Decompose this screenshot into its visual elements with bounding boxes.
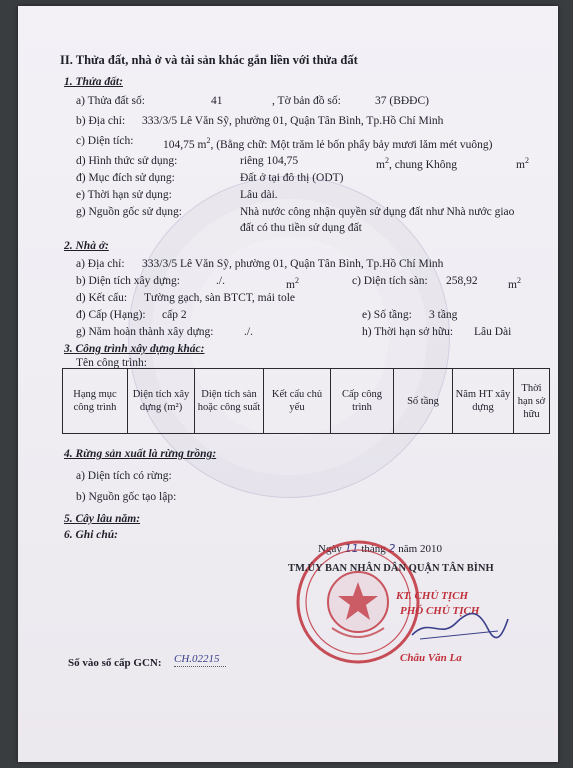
grade-label: đ) Cấp (Hạng): [76,309,146,321]
col-header-floor-area: Diện tích sàn hoặc công suất [195,369,264,434]
origin-value-line2: đất có thu tiền sử dụng đất [240,222,362,234]
land-heading: 1. Thửa đất: [64,76,123,88]
land-area-label: c) Diện tích: [76,135,134,147]
usage-form-label: d) Hình thức sử dụng: [76,155,178,167]
table-header-row [63,369,550,434]
ownership-term-value: Lâu Dài [474,326,512,338]
usage-shared-unit: $m^2$ [516,156,529,171]
section-title: II. Thửa đất, nhà ở và tài sản khác gắn liền với thửa đất [60,53,358,67]
forest-heading: 4. Rừng sản xuất là rừng trồng: [64,448,217,460]
committee-title: TM.ỦY BAN NHÂN DÂN QUẬN TÂN BÌNH [288,563,494,574]
construction-name-label: Tên công trình: [76,357,147,369]
col-header-term: Thời hạn sở hữu [514,369,550,434]
col-header-structure: Kết cấu chủ yếu [264,369,331,434]
role-vice-chair-label: PHÓ CHỦ TỊCH [400,605,480,617]
role-deputy-label: KT. CHỦ TỊCH [396,590,469,602]
house-address-value: 333/3/5 Lê Văn Sỹ, phường 01, Quận Tân Bình, Tp.Hồ Chí Minh [142,258,444,270]
col-header-grade: Cấp công trình [331,369,394,434]
signer-name: Châu Văn La [400,652,462,664]
floor-area-value: 258,92 [446,275,478,287]
floors-value: 3 tầng [429,309,458,321]
structure-value: Tường gạch, sàn BTCT, mái tole [144,292,296,304]
structure-label: d) Kết cấu: [76,292,128,304]
completion-year-label: g) Năm hoàn thành xây dựng: [76,326,214,338]
map-sheet-label: , Tờ bản đồ số: [272,95,341,107]
signature-icon [410,609,510,643]
register-number-label: Số vào sổ cấp GCN: [68,657,162,669]
ownership-term-label: h) Thời hạn sở hữu: [362,326,454,338]
construction-table [62,368,550,434]
register-number-value: CH.02215 [174,652,226,667]
col-header-item: Hạng mục công trình [63,369,128,434]
col-header-floors: Số tầng [394,369,453,434]
completion-year-value: ./. [244,326,253,338]
floor-area-label: c) Diện tích sàn: [352,275,428,287]
origin-value-line1: Nhà nước công nhận quyền sử dụng đất như Nhà nước giao [240,206,515,218]
built-area-unit: $m^2$ [286,276,299,291]
parcel-number-value: 41 [211,95,223,107]
floor-area-unit: $m^2$ [508,276,521,291]
purpose-label: đ) Mục đích sử dụng: [76,172,175,184]
other-construction-heading: 3. Công trình xây dựng khác: [64,343,205,355]
usage-private-unit: $m^2$, chung Không [376,156,457,171]
house-address-label: a) Địa chỉ: [76,258,125,270]
certificate-page [18,6,558,762]
purpose-value: Đất ở tại đô thị (ODT) [240,172,344,184]
built-area-label: b) Diện tích xây dựng: [76,275,180,287]
term-value: Lâu dài. [240,189,278,201]
notes-heading: 6. Ghi chú: [64,529,118,541]
perennial-heading: 5. Cây lâu năm: [64,513,141,525]
floors-label: e) Số tầng: [362,309,412,321]
col-header-year: Năm HT xây dựng [453,369,514,434]
term-label: e) Thời hạn sử dụng: [76,189,172,201]
land-area-value: 104,75 $m^2$, (Bằng chữ: Một trăm lẻ bốn phẩy bảy mươi lăm mét vuông) [163,136,493,151]
map-sheet-value: 37 (BĐĐC) [375,95,429,107]
parcel-number-label: a) Thửa đất số: [76,95,145,107]
usage-private-value: riêng 104,75 [240,155,299,167]
land-address-label: b) Địa chỉ: [76,115,126,127]
house-heading: 2. Nhà ở: [64,240,109,252]
grade-value: cấp 2 [162,309,187,321]
col-header-built-area: Diện tích xây dựng (m²) [128,369,195,434]
date-line: Ngày 11 tháng 2 năm 2010 [318,542,442,555]
forest-origin-label: b) Nguồn gốc tạo lập: [76,491,177,503]
origin-label: g) Nguồn gốc sử dụng: [76,206,182,218]
built-area-value: ./. [216,275,225,287]
land-address-value: 333/3/5 Lê Văn Sỹ, phường 01, Quận Tân Bình, Tp.Hồ Chí Minh [142,115,444,127]
forest-area-label: a) Diện tích có rừng: [76,470,172,482]
